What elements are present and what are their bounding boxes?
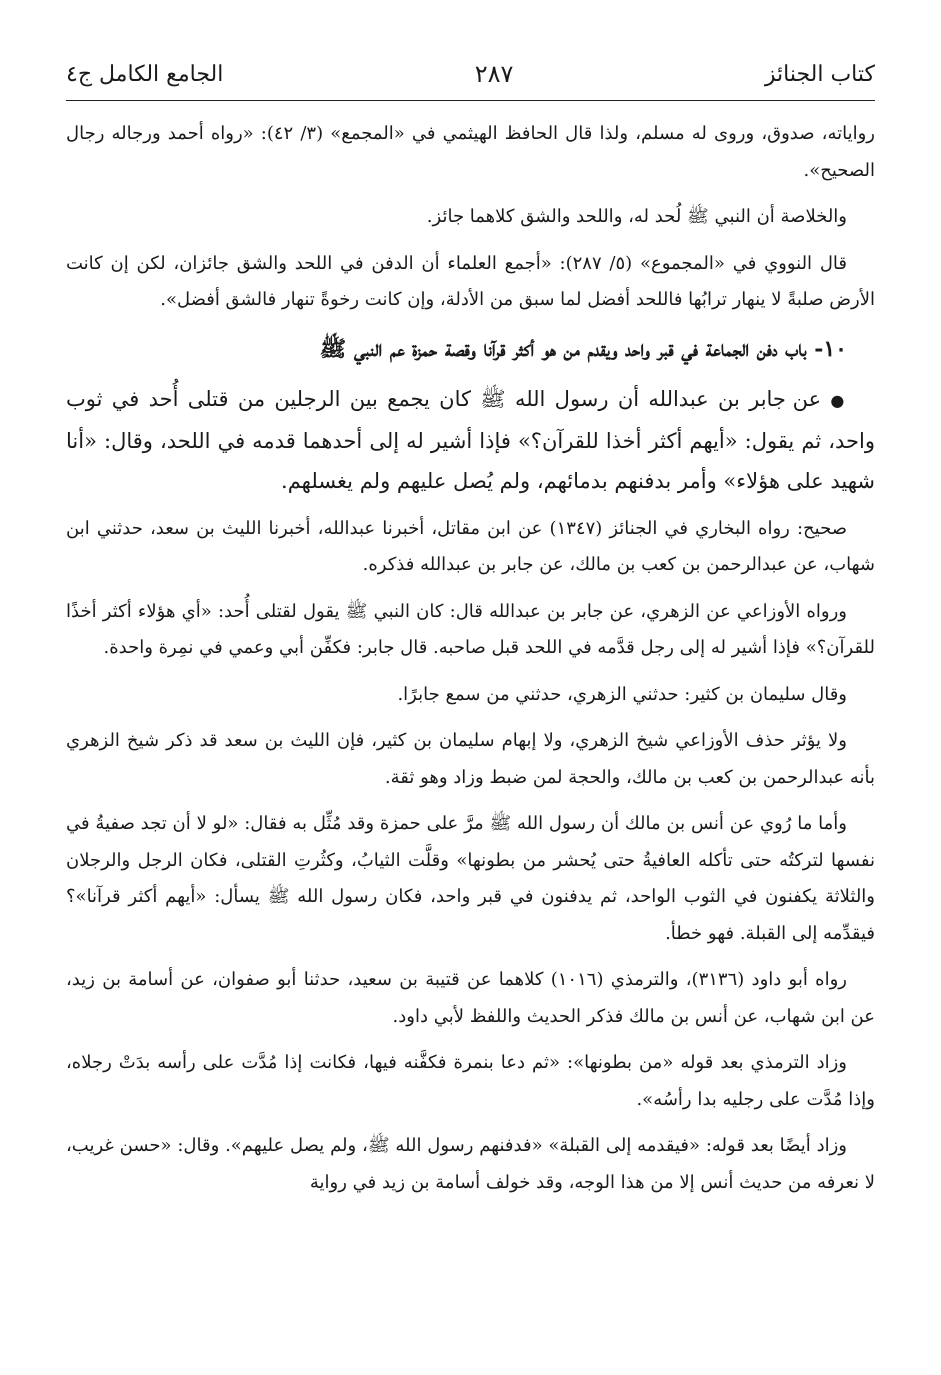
paragraph: ولا يؤثر حذف الأوزاعي شيخ الزهري، ولا إبهام سليمان بن كثير، فإن الليث بن سعد قد ذكر شيخ الزهري بأنه عبدالرحمن بن كعب بن مالك، والحجة لمن ضبط وزاد وهو ثقة. <box>66 730 875 788</box>
header-rule <box>66 100 875 101</box>
paragraph: رواياته، صدوق، وروى له مسلم، ولذا قال الحافظ الهيثمي في «المجمع» (٣/ ٤٢): «رواه أحمد ورجاله رجال الصحيح». <box>66 123 875 181</box>
paragraph: والخلاصة أن النبي ﷺ لُحد له، واللحد والشق كلاهما جائز. <box>426 206 847 227</box>
section-heading: ١٠- باب دفن الجماعة في قبر واحد ويقدم من هو أكثر قرآنا وقصة حمزة عم النبي ﷺ <box>319 335 847 362</box>
page-number: ٢٨٧ <box>474 60 514 88</box>
hadith-text <box>66 379 875 501</box>
paragraph: وقال سليمان بن كثير: حدثني الزهري، حدثني من سمع جابرًا. <box>397 683 847 705</box>
book-title: الجامع الكامل ج٤ <box>66 61 224 87</box>
bullet-icon: ● <box>830 390 847 410</box>
chapter-title: كتاب الجنائز <box>764 61 875 87</box>
page-header <box>66 52 875 96</box>
paragraph: وزاد أيضًا بعد قوله: «فيقدمه إلى القبلة» «فدفنهم رسول الله ﷺ، ولم يصل عليهم». وقال: «حسن غريب، لا نعرفه من حديث أنس إلا من هذا الوجه، وقد خولف أسامة بن زيد في رواية <box>66 1135 875 1193</box>
paragraph: صحيح: رواه البخاري في الجنائز (١٣٤٧) عن ابن مقاتل، أخبرنا عبدالله، أخبرنا الليث بن سعد، حدثني ابن شهاب، عن عبدالرحمن بن كعب بن مالك، عن جابر بن عبدالله فذكره. <box>66 517 875 575</box>
paragraph: قال النووي في «المجموع» (٥/ ٢٨٧): «أجمع العلماء أن الدفن في اللحد والشق جائزان، لكن إن كانت الأرض صلبةً لا ينهار ترابُها فاللحد أفضل لما سبق من الأدلة، وإن كانت رخوةً تنهار فالشق أفضل». <box>66 252 875 310</box>
paragraph: ورواه الأوزاعي عن الزهري، عن جابر بن عبدالله قال: كان النبي ﷺ يقول لقتلى أُحد: «أي هؤلاء أكثر أخذًا للقرآن؟» فإذا أشير له إلى رجل قدَّمه في اللحد قبل صاحبه. قال جابر: فكفِّن أبي وعمي في نمِرة واحدة. <box>66 600 875 658</box>
hadith-body: عن جابر بن عبدالله أن رسول الله ﷺ كان يجمع بين الرجلين من قتلى أُحد في ثوب واحد، ثم يقول: «أيهم أكثر أخذا للقرآن؟» فإذا أشير له إلى أحدهما قدمه في اللحد، وقال: «أنا شهيد على هؤلاء» وأمر بدفنهم بدمائهم، ولم يُصل عليهم ولم يغسلهم. <box>66 386 875 493</box>
paragraph: وزاد الترمذي بعد قوله «من بطونها»: «ثم دعا بنمرة فكفَّنه فيها، فكانت إذا مُدَّت على رأسه بدَتْ رجلاه، وإذا مُدَّت على رجليه بدا رأسُه». <box>66 1052 875 1110</box>
paragraph: وأما ما رُوي عن أنس بن مالك أن رسول الله ﷺ مرَّ على حمزة وقد مُثِّل به فقال: «لو لا أن تجد صفيةُ في نفسها لتركتُه حتى تأكله العافيةُ حتى يُحشر من بطونها» وقلَّت الثيابُ، وكثُرتِ القتلى، فكان الرجل والرجلان والثلاثة يكفنون في الثوب الواحد، ثم يدفنون في قبر واحد، فكان رسول الله ﷺ يسأل: «أيهم أكثر قرآنا»؟ فيقدِّمه إلى القبلة. فهو خطأ. <box>66 813 875 944</box>
page-body <box>66 116 875 1211</box>
paragraph: رواه أبو داود (٣١٣٦)، والترمذي (١٠١٦) كلاهما عن قتيبة بن سعيد، حدثنا أبو صفوان، عن أسامة بن زيد، عن ابن شهاب، عن أنس بن مالك فذكر الحديث واللفظ لأبي داود. <box>66 969 875 1027</box>
